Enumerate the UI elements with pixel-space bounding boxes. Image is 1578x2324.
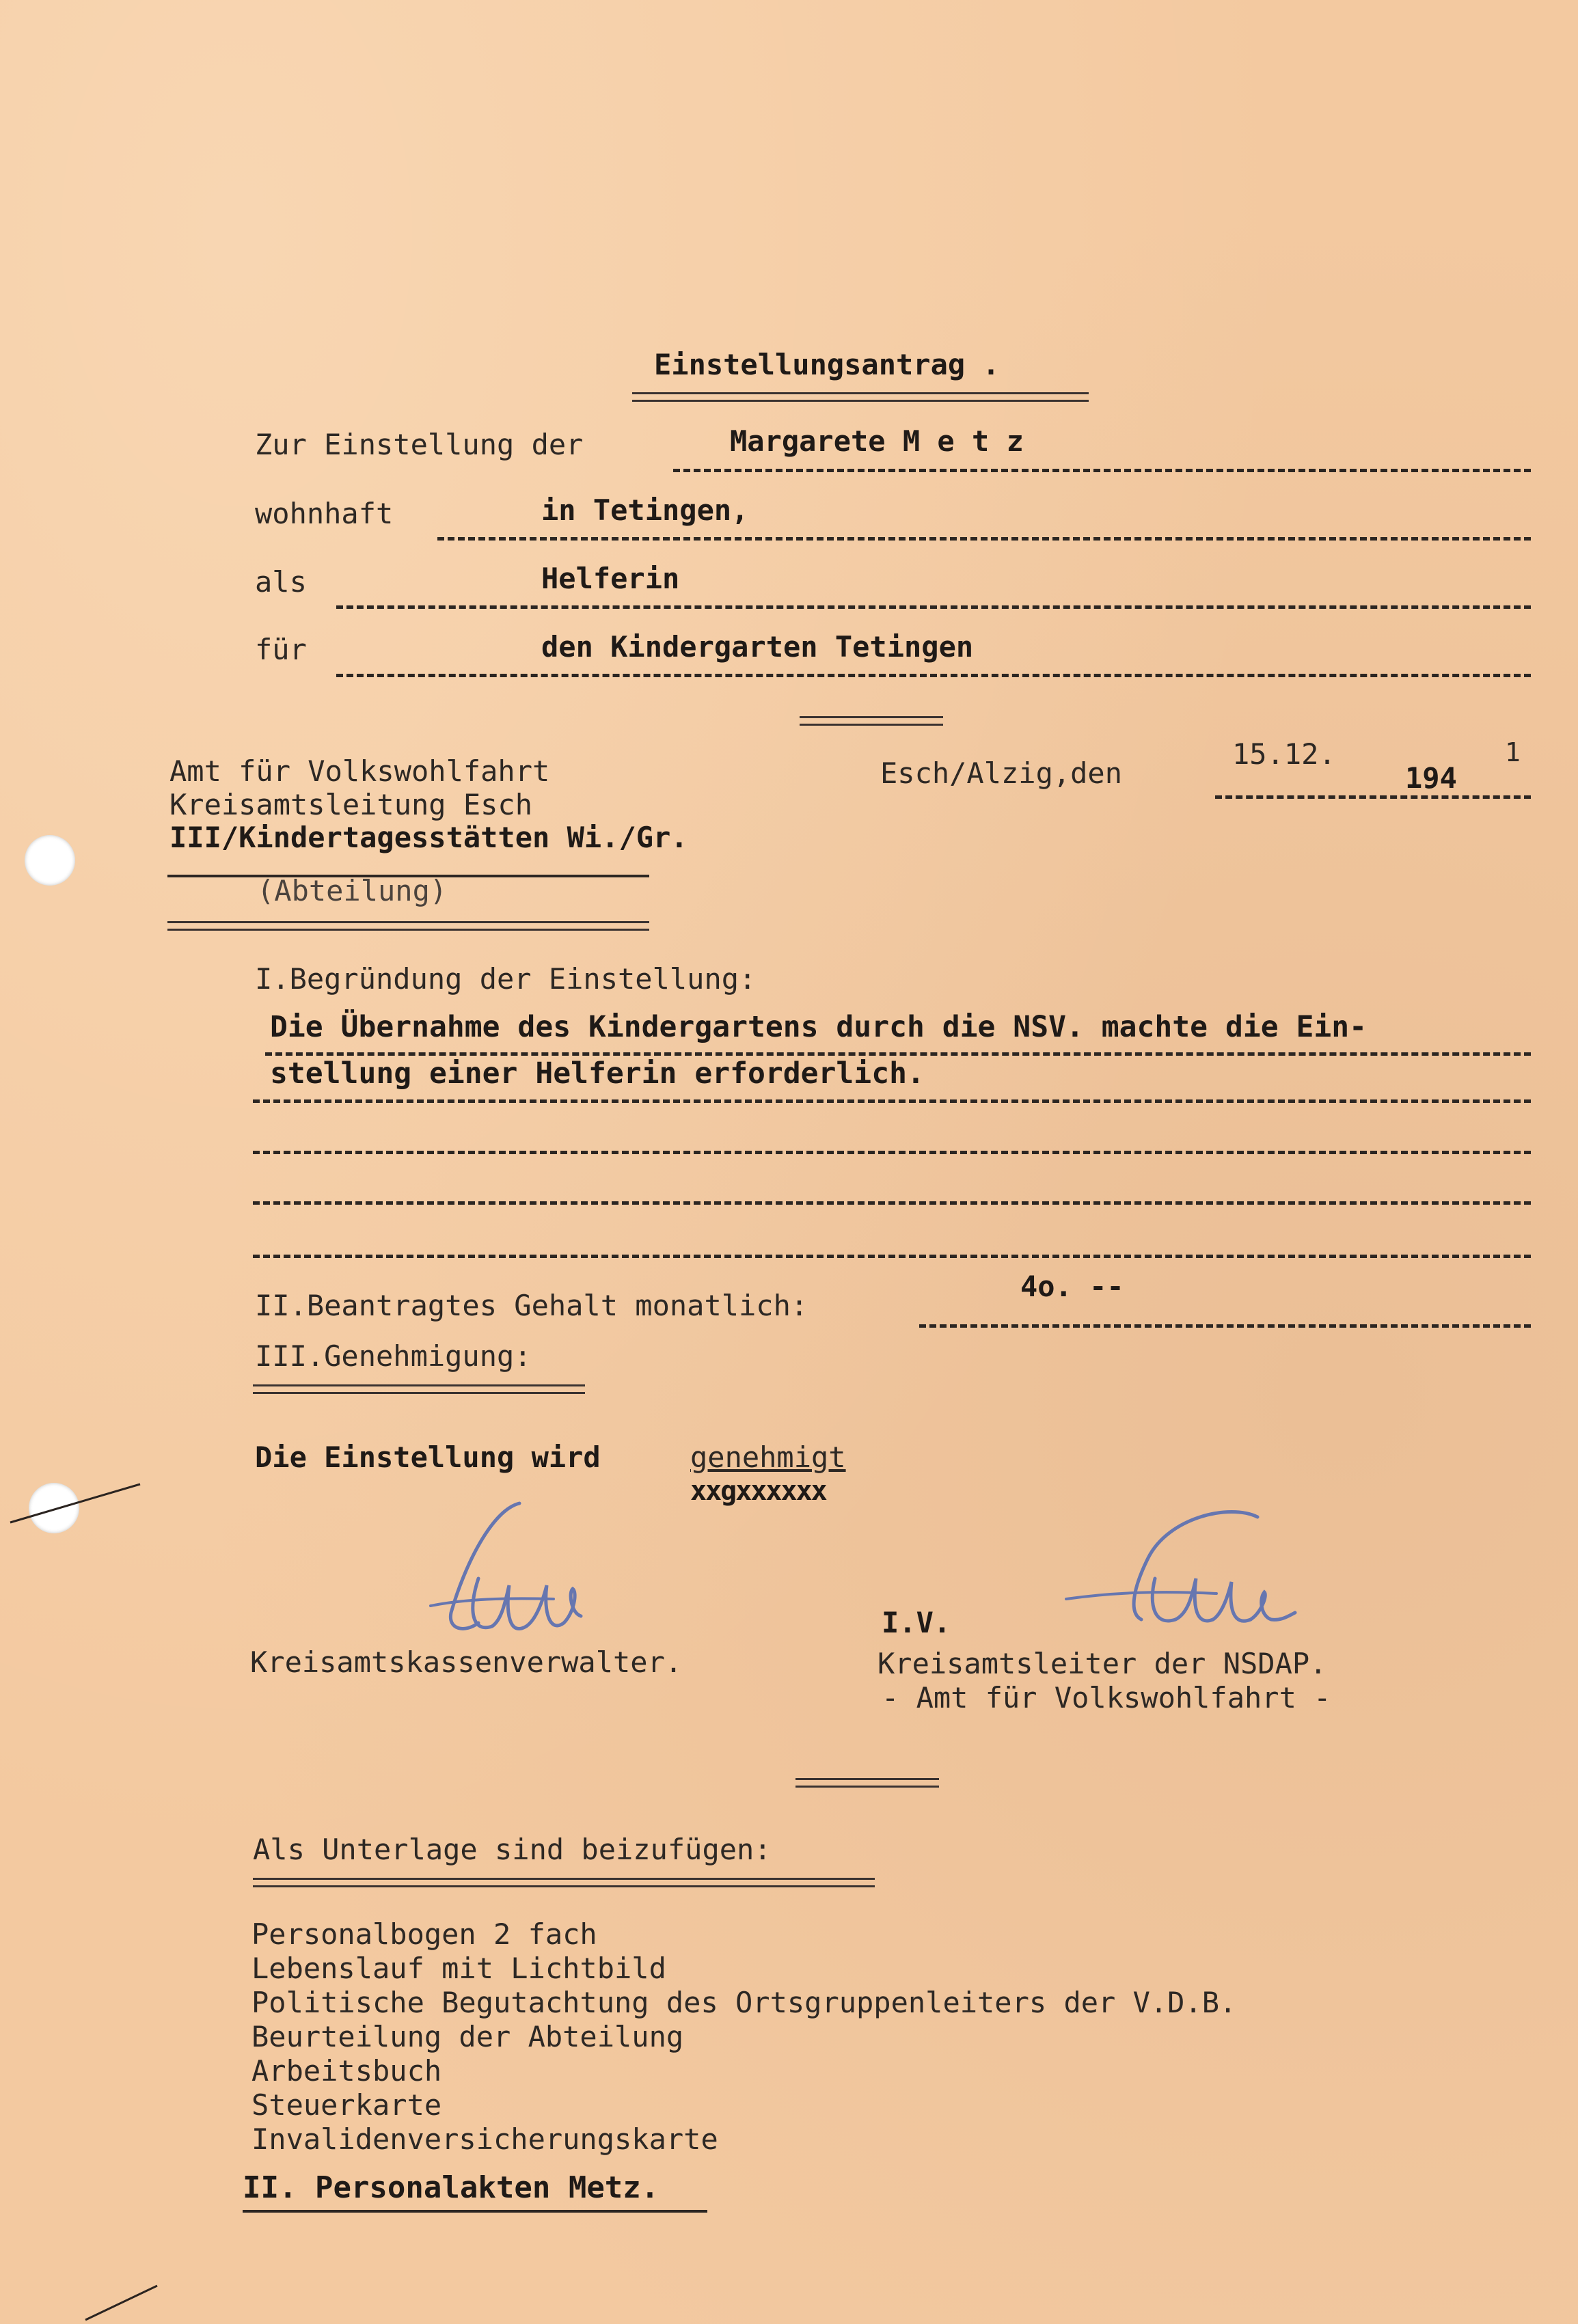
struck-text: xxgxxxxxx (690, 1475, 826, 1507)
sender-line-3: III/Kindertagesstätten Wi./Gr. (169, 821, 688, 854)
field-line-fuer (336, 674, 1531, 677)
date-line (1215, 795, 1531, 799)
gehalt-line (919, 1324, 1531, 1328)
attachments-underline (253, 1878, 875, 1887)
begruendung-text-1: Die Übernahme des Kindergartens durch die NSV. machte die Ein- (270, 1010, 1368, 1044)
begruendung-line-5 (253, 1255, 1531, 1258)
title-underline (632, 392, 1089, 402)
field-value-als: Helferin (541, 562, 680, 595)
begruendung-line-1 (265, 1052, 1531, 1056)
right-iv-text: I.V. (882, 1606, 951, 1639)
margin-mark-bottom-left (82, 2282, 164, 2323)
punch-hole-top (25, 835, 75, 886)
field-label-fuer: für (255, 633, 307, 666)
field-label-einstellung: Zur Einstellung der (255, 428, 584, 461)
begruendung-line-3 (253, 1151, 1531, 1154)
separator-1 (800, 716, 943, 726)
field-value-name: Margarete M e t z (730, 424, 1024, 458)
year-value: 194 (1405, 761, 1457, 795)
attachment-item: Politische Begutachtung des Ortsgruppenleiters der V.D.B. (251, 1986, 1237, 2019)
field-line-als (336, 605, 1531, 609)
personalakten-footer: II. Personalakten Metz. (243, 2170, 659, 2205)
attachment-item: Beurteilung der Abteilung (251, 2020, 684, 2053)
einstellung-text: Die Einstellung wird (255, 1440, 601, 1474)
right-signature-line-1: Kreisamtsleiter der NSDAP. (878, 1647, 1327, 1680)
field-label-als: als (255, 565, 307, 599)
place-text: Esch/Alzig,den (880, 756, 1123, 790)
abteilung-caption: (Abteilung) (257, 874, 448, 907)
sender-line-2: Kreisamtsleitung Esch (169, 788, 533, 821)
field-value-fuer: den Kindergarten Tetingen (541, 630, 974, 664)
attachment-item: Arbeitsbuch (251, 2054, 442, 2088)
begruendung-label: I.Begründung der Einstellung: (255, 962, 757, 996)
signature-right (1052, 1503, 1312, 1640)
attachment-item: Invalidenversicherungskarte (251, 2122, 718, 2156)
begruendung-line-4 (253, 1201, 1531, 1205)
field-line-wohnhaft (437, 537, 1531, 541)
left-signature-caption: Kreisamtskassenverwalter. (250, 1645, 683, 1679)
attachment-item: Personalbogen 2 fach (251, 1917, 597, 1951)
signature-left (390, 1496, 595, 1647)
gehalt-label: II.Beantragtes Gehalt monatlich: (255, 1289, 808, 1322)
genehmigung-underline (253, 1384, 585, 1394)
gehalt-value: 4o. -- (1020, 1270, 1124, 1303)
personalakten-underline (243, 2210, 707, 2213)
document-title: Einstellungsantrag . (654, 348, 1000, 381)
genehmigt-text: genehmigt (690, 1440, 846, 1474)
attachment-item: Lebenslauf mit Lichtbild (251, 1952, 666, 1985)
attachments-heading: Als Unterlage sind beizufügen: (253, 1833, 772, 1866)
abteilung-underline (167, 921, 649, 931)
year-digit: 1 (1505, 737, 1521, 767)
margin-mark-left (7, 1483, 144, 1524)
right-signature-line-2: - Amt für Volkswohlfahrt - (882, 1681, 1331, 1714)
date-value: 15.12. (1232, 737, 1336, 771)
attachment-item: Steuerkarte (251, 2088, 442, 2122)
separator-2 (795, 1778, 939, 1788)
field-label-wohnhaft: wohnhaft (255, 497, 394, 530)
field-value-wohnhaft: in Tetingen, (541, 493, 749, 527)
sender-line-1: Amt für Volkswohlfahrt (169, 754, 550, 788)
begruendung-text-2: stellung einer Helferin erforderlich. (270, 1056, 925, 1091)
genehmigung-label: III.Genehmigung: (255, 1339, 532, 1373)
field-line-name (673, 469, 1531, 472)
begruendung-line-2 (253, 1099, 1531, 1103)
